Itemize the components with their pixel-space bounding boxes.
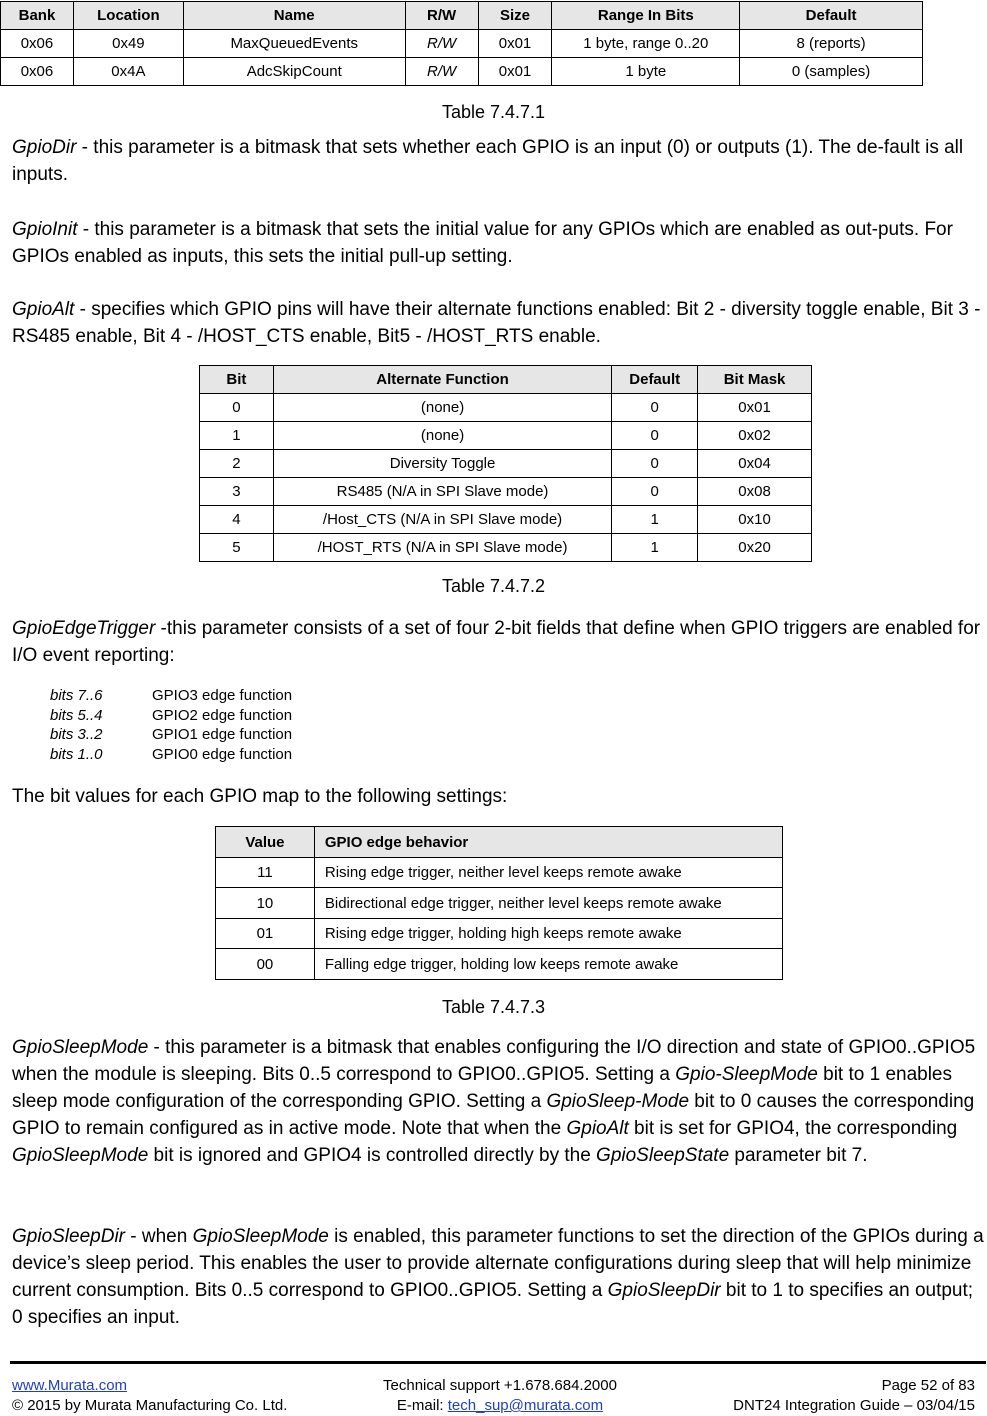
bit-description: GPIO1 edge function — [152, 726, 293, 743]
table-cell: 0 — [612, 394, 698, 422]
parameter-term: GpioSleepMode — [12, 1145, 149, 1166]
document-title: DNT24 Integration Guide – 03/04/15 — [733, 1397, 975, 1414]
header-cell: Size — [478, 2, 552, 30]
email-link[interactable]: tech_sup@murata.com — [447, 1397, 604, 1414]
table-cell: 8 (reports) — [740, 30, 923, 58]
bit-description: GPIO2 edge function — [152, 706, 293, 724]
paragraph-text: - this parameter is a bitmask that sets whether each GPIO is an input (0) or outputs (1). The de-fault is all inputs. — [12, 137, 964, 185]
table-cell: 1 — [200, 422, 274, 450]
paragraph-text: is enabled, this parameter functions to set the direction of the GPIOs during a device’s sleep period. This enables the user to provide alternate configurations during sleep that will help minimize current consumption. Bits 0..5 correspond to GPIO0..GPIO5. Setting a — [12, 1226, 984, 1301]
header-cell: Value — [216, 827, 315, 858]
table-cell: 1 — [612, 506, 698, 534]
header-cell: Name — [183, 2, 405, 30]
paragraph-text: bit is ignored and GPIO4 is controlled directly by the — [148, 1145, 597, 1166]
table-cell: 4 — [200, 506, 274, 534]
paragraph-gpiodir — [12, 134, 984, 188]
table-cell: 0x06 — [1, 58, 74, 86]
table-cell: 10 — [216, 888, 315, 919]
table-cell: 1 byte — [552, 58, 740, 86]
parameter-term: GpioEdgeTrigger — [12, 618, 156, 639]
paragraph-text: bit to 1 to specifies an output; 0 specifies an input. — [12, 1280, 974, 1328]
table-cell: Diversity Toggle — [273, 450, 611, 478]
table-cell: AdcSkipCount — [183, 58, 405, 86]
parameter-term: GpioDir — [12, 137, 77, 158]
table-cell: Bidirectional edge trigger, neither level keeps remote awake — [314, 888, 782, 919]
list-item — [50, 745, 450, 765]
table-cell: 0 — [612, 478, 698, 506]
table-caption: Table 7.4.7.3 — [441, 997, 546, 1017]
edge-behavior-table — [215, 826, 783, 980]
table-row — [216, 919, 783, 949]
table-cell: 0x08 — [698, 478, 812, 506]
header-cell: Bit — [200, 366, 274, 394]
register-table-1 — [0, 1, 923, 86]
table-cell: 1 — [612, 534, 698, 562]
paragraph-text: - when — [125, 1226, 193, 1247]
table-cell: 1 byte, range 0..20 — [552, 30, 740, 58]
bit-description: GPIO0 edge function — [152, 745, 293, 763]
table-header-row — [1, 2, 923, 30]
footer-right — [733, 1376, 975, 1416]
paragraph-text: bit to 1 enables sleep mode configuration of the corresponding GPIO. Setting a — [12, 1064, 952, 1112]
list-item — [50, 686, 450, 706]
bit-range: bits 7..6 — [50, 687, 103, 704]
table-cell: 0x01 — [478, 30, 552, 58]
parameter-term: GpioSleepMode — [12, 1037, 149, 1058]
bit-description: GPIO3 edge function — [152, 687, 293, 704]
table-row — [216, 858, 783, 888]
table-cell: 0x49 — [73, 30, 183, 58]
paragraph-edge-trigger — [12, 615, 984, 669]
footer-rule — [10, 1361, 986, 1364]
table-cell: 0x10 — [698, 506, 812, 534]
table-cell: Rising edge trigger, neither level keeps remote awake — [314, 858, 782, 888]
table-cell: 11 — [216, 858, 315, 888]
parameter-term: Gpio-SleepMode — [675, 1064, 818, 1085]
paragraph-bit-values: The bit values for each GPIO map to the following settings: — [12, 786, 508, 807]
paragraph-text: - specifies which GPIO pins will have their alternate functions enabled: Bit 2 - diversity toggle enable, Bit 3 - RS485 enable, Bit 4 - /HOST_CTS enable, Bit5 - /HOST_RTS enable. — [12, 299, 981, 347]
bit-range: bits 3..2 — [50, 726, 103, 743]
table-cell: MaxQueuedEvents — [183, 30, 405, 58]
table-header-row — [200, 366, 812, 394]
paragraph-sleep-mode — [12, 1034, 984, 1169]
paragraph-text: bit is set for GPIO4, the corresponding — [628, 1118, 958, 1139]
table-cell: 0 (samples) — [740, 58, 923, 86]
paragraph-text: parameter bit 7. — [729, 1145, 868, 1166]
header-cell: Range In Bits — [552, 2, 740, 30]
paragraph-text: - this parameter is a bitmask that enables configuring the I/O direction and state of GPIO0..GPIO5 when the module is sleeping. Bits 0..5 correspond to GPIO0..GPIO5. Setting a — [12, 1037, 976, 1085]
table-cell: 0x06 — [1, 30, 74, 58]
table-row — [216, 888, 783, 919]
table-row — [200, 506, 812, 534]
table-row — [216, 949, 783, 980]
paragraph-text: -this parameter consists of a set of four 2-bit fields that define when GPIO triggers are enabled for I/O event reporting: — [12, 618, 981, 666]
header-cell: Bit Mask — [698, 366, 812, 394]
table-cell: (none) — [273, 422, 611, 450]
table-row — [200, 478, 812, 506]
table-cell: 0x01 — [698, 394, 812, 422]
table-cell: 0x01 — [478, 58, 552, 86]
support-phone: Technical support +1.678.684.2000 — [383, 1377, 617, 1394]
page-number: Page 52 of 83 — [881, 1377, 975, 1394]
table-row — [1, 30, 923, 58]
table-cell: RS485 (N/A in SPI Slave mode) — [273, 478, 611, 506]
table-cell: 0x04 — [698, 450, 812, 478]
table-cell: 3 — [200, 478, 274, 506]
paragraph-gpioalt — [12, 296, 984, 350]
website-link[interactable]: www.Murata.com — [12, 1377, 128, 1394]
table-row — [200, 450, 812, 478]
list-item — [50, 706, 450, 726]
table-row — [200, 422, 812, 450]
table-cell: R/W — [405, 58, 478, 86]
bit-range: bits 5..4 — [50, 706, 103, 724]
table-caption: Table 7.4.7.2 — [441, 576, 546, 596]
table-cell: R/W — [405, 30, 478, 58]
table-cell: 0x20 — [698, 534, 812, 562]
table-cell: /HOST_RTS (N/A in SPI Slave mode) — [273, 534, 611, 562]
paragraph-sleep-dir — [12, 1223, 984, 1331]
table-cell: 0 — [612, 422, 698, 450]
table-cell: 0 — [200, 394, 274, 422]
parameter-term: GpioAlt — [566, 1118, 629, 1139]
header-cell: Location — [73, 2, 183, 30]
list-item — [50, 725, 450, 745]
parameter-term: GpioInit — [12, 219, 78, 240]
table-cell: Falling edge trigger, holding low keeps remote awake — [314, 949, 782, 980]
paragraph-gpioinit — [12, 216, 984, 270]
table-row — [200, 534, 812, 562]
table-cell: 00 — [216, 949, 315, 980]
header-cell: Bank — [1, 2, 74, 30]
parameter-term: GpioSleepMode — [192, 1226, 329, 1247]
parameter-term: GpioSleepDir — [12, 1226, 125, 1247]
header-cell: GPIO edge behavior — [314, 827, 782, 858]
header-cell: Default — [612, 366, 698, 394]
table-cell: 0 — [612, 450, 698, 478]
table-cell: 5 — [200, 534, 274, 562]
header-cell: Default — [740, 2, 923, 30]
copyright: © 2015 by Murata Manufacturing Co. Ltd. — [12, 1397, 288, 1414]
table-row — [1, 58, 923, 86]
table-row — [200, 394, 812, 422]
email-label: E-mail: — [396, 1397, 448, 1414]
parameter-term: GpioSleep-Mode — [546, 1091, 690, 1112]
parameter-term: GpioSleepState — [596, 1145, 730, 1166]
header-cell: R/W — [405, 2, 478, 30]
table-cell: 01 — [216, 919, 315, 949]
footer-left — [12, 1376, 287, 1416]
table-cell: (none) — [273, 394, 611, 422]
table-cell: Rising edge trigger, holding high keeps remote awake — [314, 919, 782, 949]
alternate-function-table — [199, 365, 812, 562]
parameter-term: GpioSleepDir — [607, 1280, 721, 1301]
header-cell: Alternate Function — [273, 366, 611, 394]
bit-field-list — [50, 686, 450, 764]
paragraph-text: bit to 0 causes the corresponding GPIO to remain configured as in active mode. Note that when the — [12, 1091, 975, 1139]
bit-range: bits 1..0 — [50, 745, 103, 763]
table-header-row — [216, 827, 783, 858]
table-caption: Table 7.4.7.1 — [441, 102, 546, 122]
paragraph-text: - this parameter is a bitmask that sets the initial value for any GPIOs which are enabled as out-puts. For GPIOs enabled as inputs, this sets the initial pull-up setting. — [12, 219, 953, 267]
footer-center — [360, 1376, 640, 1416]
table-cell: /Host_CTS (N/A in SPI Slave mode) — [273, 506, 611, 534]
table-cell: 2 — [200, 450, 274, 478]
parameter-term: GpioAlt — [12, 299, 75, 320]
table-cell: 0x4A — [73, 58, 183, 86]
table-cell: 0x02 — [698, 422, 812, 450]
